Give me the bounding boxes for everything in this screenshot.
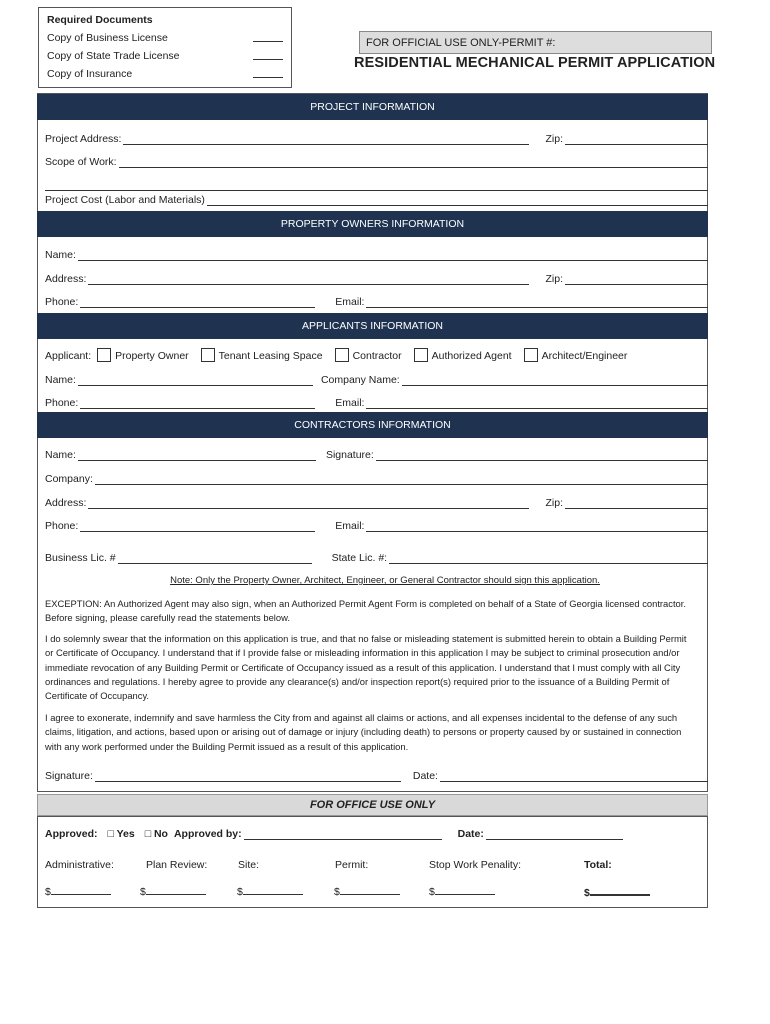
fee-label-stop-work: Stop Work Penality:: [429, 859, 522, 871]
contractor-license-row: [45, 550, 708, 564]
fee-amount-total[interactable]: [584, 883, 650, 899]
applicant-email-field[interactable]: [366, 398, 708, 409]
scope-row-2: [45, 177, 708, 191]
owner-zip-field[interactable]: [565, 274, 708, 285]
fee-amount-stop-work[interactable]: [429, 883, 495, 898]
dollar-sign: $: [45, 886, 51, 898]
project-cost-label: Project Cost (Labor and Materials): [45, 194, 205, 206]
fee-label-plan-review: Plan Review:: [146, 859, 208, 871]
contractor-address-row: [45, 495, 708, 509]
applicant-phone-label: Phone:: [45, 397, 79, 409]
business-license-field[interactable]: [118, 553, 312, 564]
applicant-phone-row: [45, 395, 708, 409]
section-header-applicants: APPLICANTS INFORMATION: [37, 313, 708, 339]
project-address-row: [45, 131, 708, 145]
applicant-name-row: [45, 372, 708, 386]
project-address-field[interactable]: [123, 134, 529, 145]
section-header-contractors: CONTRACTORS INFORMATION: [37, 412, 708, 438]
state-license-field[interactable]: [389, 553, 708, 564]
approval-row: [45, 826, 623, 840]
section-header-owners: PROPERTY OWNERS INFORMATION: [37, 211, 708, 237]
authorized-agent-option: Authorized Agent: [431, 350, 512, 362]
office-date-label: Date:: [457, 828, 484, 840]
project-address-label: Project Address:: [45, 133, 122, 145]
indemnity-paragraph: I agree to exonerate, indemnify and save harmless the City from and against all claims or actions, and all expenses incidental to the defense of any such claims, litigation, and actions, based upon or arising out of damage or injury (including death) to persons or property caused by or sustained in connection with any work performed under the Building Permit issued as a result of this application.: [45, 712, 682, 752]
contractor-company-label: Company:: [45, 473, 93, 485]
applicant-name-label: Name:: [45, 374, 76, 386]
contractor-zip-field[interactable]: [565, 498, 708, 509]
final-date-field[interactable]: [440, 771, 708, 782]
owner-address-field[interactable]: [88, 274, 529, 285]
contractor-signature-field[interactable]: [376, 450, 708, 461]
contractor-name-field[interactable]: [78, 450, 316, 461]
fee-label-permit: Permit:: [335, 859, 369, 871]
required-document-item: [47, 29, 283, 47]
owner-phone-label: Phone:: [45, 296, 79, 308]
scope-field[interactable]: [119, 157, 708, 168]
approved-by-label: Approved by:: [173, 828, 242, 840]
approved-yes-checkbox[interactable]: □ Yes: [107, 828, 135, 840]
required-document-label: Copy of Business License: [47, 32, 168, 44]
required-document-item: [47, 65, 283, 83]
form-title: RESIDENTIAL MECHANICAL PERMIT APPLICATION: [354, 55, 716, 71]
dollar-sign: $: [584, 887, 590, 899]
dollar-sign: $: [237, 886, 243, 898]
project-cost-field[interactable]: [207, 195, 708, 206]
architect-engineer-checkbox[interactable]: [524, 348, 538, 362]
approved-label: Approved:: [45, 828, 98, 840]
state-license-label: State Lic. #:: [331, 552, 388, 564]
final-signature-label: Signature:: [45, 770, 93, 782]
scope-label: Scope of Work:: [45, 156, 117, 168]
approved-by-field[interactable]: [244, 829, 442, 840]
owner-name-row: [45, 247, 708, 261]
fee-amount-site[interactable]: [237, 883, 303, 898]
owner-phone-row: [45, 294, 708, 308]
dollar-sign: $: [334, 886, 340, 898]
project-zip-label: Zip:: [545, 133, 563, 145]
required-documents-box: [38, 7, 292, 88]
fee-label-site: Site:: [238, 859, 260, 871]
contractor-phone-label: Phone:: [45, 520, 79, 532]
office-date-field[interactable]: [486, 829, 623, 840]
property-owner-checkbox[interactable]: [97, 348, 111, 362]
final-signature-row: [45, 768, 708, 782]
contractor-zip-label: Zip:: [545, 497, 563, 509]
applicant-company-label: Company Name:: [320, 374, 400, 386]
owner-address-label: Address:: [45, 273, 87, 285]
final-date-label: Date:: [412, 770, 438, 782]
required-document-label: Copy of Insurance: [47, 68, 133, 80]
dollar-sign: $: [140, 886, 146, 898]
applicant-company-field[interactable]: [402, 375, 708, 386]
contractor-company-field[interactable]: [95, 474, 708, 485]
project-zip-field[interactable]: [565, 134, 708, 145]
property-owner-option: Property Owner: [115, 350, 189, 362]
scope-field-2[interactable]: [45, 180, 708, 191]
applicant-type-row: [45, 348, 627, 362]
applicant-name-field[interactable]: [78, 375, 313, 386]
owner-phone-field[interactable]: [80, 297, 315, 308]
tenant-checkbox[interactable]: [201, 348, 215, 362]
owner-zip-label: Zip:: [545, 273, 563, 285]
owner-address-row: [45, 271, 708, 285]
contractor-name-row: [45, 447, 708, 461]
owner-name-field[interactable]: [78, 250, 708, 261]
business-license-label: Business Lic. #: [45, 552, 116, 564]
applicant-label: Applicant:: [45, 350, 92, 362]
authorized-agent-checkbox[interactable]: [414, 348, 428, 362]
applicant-email-label: Email:: [335, 397, 365, 409]
architect-engineer-option: Architect/Engineer: [541, 350, 628, 362]
fee-label-total: Total:: [584, 859, 612, 871]
final-signature-field[interactable]: [95, 771, 401, 782]
fee-amount-permit[interactable]: [334, 883, 400, 898]
fee-label-administrative: Administrative:: [45, 859, 114, 871]
contractor-email-label: Email:: [335, 520, 365, 532]
contractor-option: Contractor: [352, 350, 402, 362]
dollar-sign: $: [429, 886, 435, 898]
oath-paragraph: I do solemnly swear that the information on this application is true, and that no false or misleading statement is submitted herein to obtain a Building Permit or Certificate of Occupancy. I understand that if I provide false or misleading information in this application I may be subject to criminal prosecution and/or immediate revocation of any Building Permit or Certificate of Occupancy issued as a result of this application. I understand that I must comply with all City ordinances and regulations. I hereby agree to provide any clearance(s) and/or inspection report(s) required prior to the issuance of a Building Permit of Certificate of Occupancy.: [45, 633, 687, 702]
approved-no-checkbox[interactable]: □ No: [144, 828, 168, 840]
contractor-address-label: Address:: [45, 497, 87, 509]
contractor-company-row: [45, 471, 708, 485]
contractor-address-field[interactable]: [88, 498, 529, 509]
owner-email-field[interactable]: [366, 297, 708, 308]
signing-note: Note: Only the Property Owner, Architect, Engineer, or General Contractor should sign this application.: [170, 575, 600, 586]
scope-row: [45, 154, 708, 168]
contractor-phone-field[interactable]: [80, 521, 315, 532]
fee-amount-plan-review[interactable]: [140, 883, 206, 898]
contractor-name-label: Name:: [45, 449, 76, 461]
owner-name-label: Name:: [45, 249, 76, 261]
required-document-item: [47, 47, 283, 65]
contractor-signature-label: Signature:: [325, 449, 374, 461]
official-use-permit-field[interactable]: FOR OFFICIAL USE ONLY-PERMIT #:: [359, 31, 712, 54]
contractor-email-field[interactable]: [366, 521, 708, 532]
required-document-label: Copy of State Trade License: [47, 50, 180, 62]
project-cost-row: [45, 192, 708, 206]
tenant-option: Tenant Leasing Space: [218, 350, 323, 362]
contractor-phone-row: [45, 518, 708, 532]
exception-paragraph: EXCEPTION: An Authorized Agent may also sign, when an Authorized Permit Agent Form is completed on behalf of a State of Georgia licensed contractor. Before signing, please carefully read the statements below.: [45, 598, 686, 624]
fee-amount-administrative[interactable]: [45, 883, 111, 898]
office-use-header: FOR OFFICE USE ONLY: [37, 794, 708, 816]
checkoff-line[interactable]: [253, 65, 283, 78]
contractor-checkbox[interactable]: [335, 348, 349, 362]
applicant-phone-field[interactable]: [80, 398, 315, 409]
required-documents-title: Required Documents: [47, 14, 153, 26]
checkoff-line[interactable]: [253, 47, 283, 60]
section-header-project: PROJECT INFORMATION: [37, 94, 708, 120]
owner-email-label: Email:: [335, 296, 365, 308]
checkoff-line[interactable]: [253, 29, 283, 42]
